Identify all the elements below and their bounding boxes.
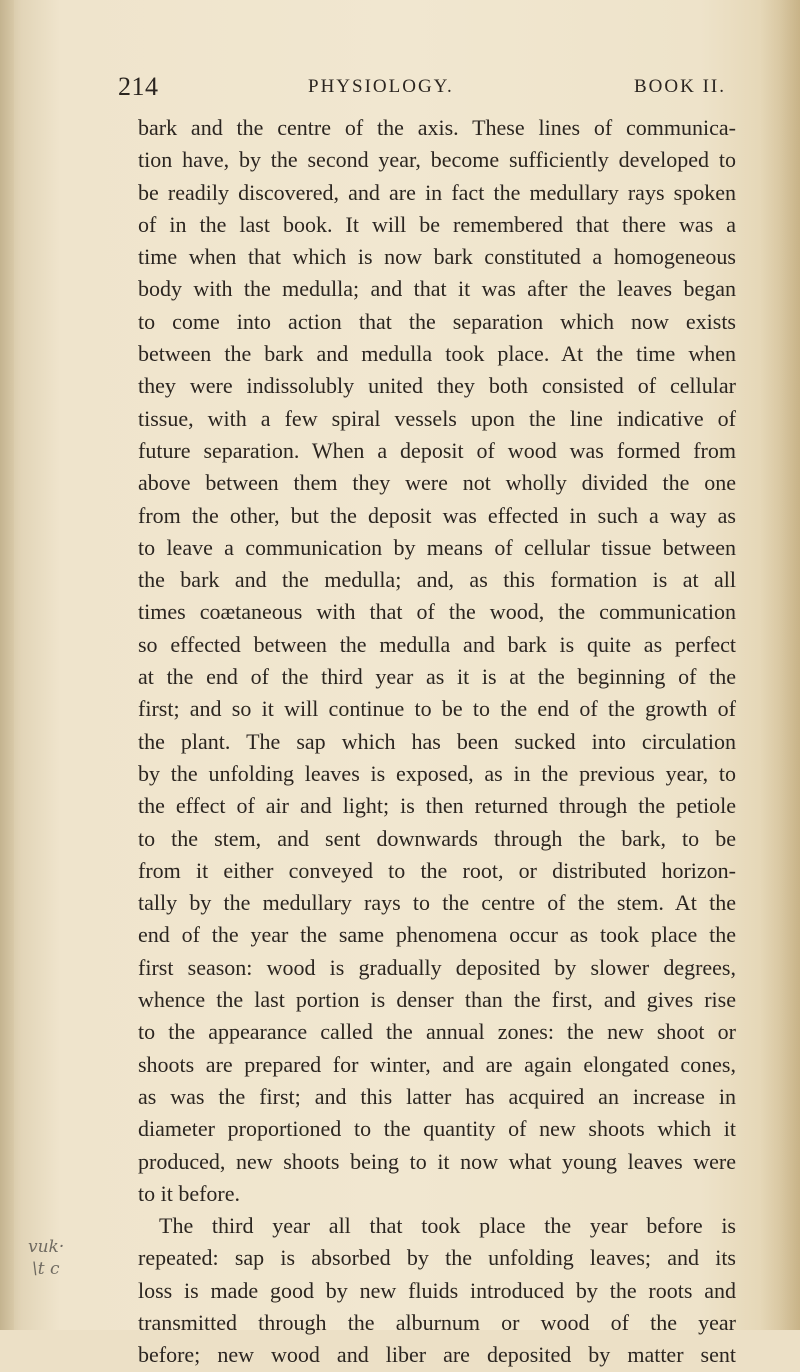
text-line: above between them they were not wholly divided the one [138, 470, 736, 496]
text-line: to come into action that the separation which now exists [138, 308, 736, 334]
text-line: between the bark and medulla took place. At the time when [138, 341, 736, 367]
text-line: diameter proportioned to the quantity of new shoots which it [138, 1116, 736, 1142]
book-reference: BOOK II. [634, 76, 726, 97]
text-line: from the other, but the deposit was effected in such a way as [138, 502, 736, 528]
page-edge-shadow [760, 0, 800, 1330]
text-line: by the unfolding leaves is exposed, as in the previous year, to [138, 760, 736, 786]
text-line: from it either conveyed to the root, or distributed horizon- [138, 857, 736, 883]
text-line: body with the medulla; and that it was after the leaves began [138, 276, 736, 302]
text-line: shoots are prepared for winter, and are again elongated cones, [138, 1051, 736, 1077]
text-line: tion have, by the second year, become sufficiently developed to [138, 147, 736, 173]
text-line: transmitted through the alburnum or wood of the year [138, 1309, 736, 1335]
margin-annotation-line: vuk· [28, 1237, 65, 1257]
text-line: tally by the medullary rays to the centre of the stem. At the [138, 890, 736, 916]
text-line: whence the last portion is denser than the first, and gives rise [138, 987, 736, 1013]
text-line: first; and so it will continue to be to the end of the growth of [138, 696, 736, 722]
text-line: first season: wood is gradually deposited by slower degrees, [138, 954, 736, 980]
section-title: PHYSIOLOGY. [308, 76, 454, 97]
paragraph-first-line: The third year all that took place the year before is [159, 1213, 736, 1239]
text-line: produced, new shoots being to it now what young leaves were [138, 1148, 736, 1174]
running-head [118, 72, 726, 102]
margin-annotation [28, 1236, 98, 1286]
body-text [138, 112, 736, 1372]
text-line: bark and the centre of the axis. These lines of communica- [138, 115, 736, 140]
page-number: 214 [118, 72, 159, 101]
text-line: of in the last book. It will be remembered that there was a [138, 211, 736, 237]
text-line: so effected between the medulla and bark is quite as perfect [138, 631, 736, 657]
text-line: time when that which is now bark constituted a homogeneous [138, 244, 736, 270]
text-line: as was the first; and this latter has acquired an increase in [138, 1083, 736, 1109]
text-line: to it before. [138, 1180, 241, 1206]
text-line: end of the year the same phenomena occur as took place the [138, 922, 736, 948]
binding-gutter [0, 0, 14, 1330]
text-line: to the appearance called the annual zones: the new shoot or [138, 1019, 736, 1045]
text-line: loss is made good by new fluids introduced by the roots and [138, 1277, 736, 1303]
text-line: before; new wood and liber are deposited by matter sent [138, 1342, 736, 1368]
text-line: the effect of air and light; is then returned through the petiole [138, 793, 736, 819]
text-line: repeated: sap is absorbed by the unfolding leaves; and its [138, 1245, 736, 1271]
text-line: to the stem, and sent downwards through the bark, to be [138, 825, 736, 851]
text-line: the plant. The sap which has been sucked into circulation [138, 728, 736, 754]
text-line: the bark and the medulla; and, as this formation is at all [138, 567, 736, 593]
text-line: future separation. When a deposit of wood was formed from [138, 437, 736, 463]
margin-annotation-line: \t c [32, 1259, 60, 1279]
text-line: to leave a communication by means of cellular tissue between [138, 534, 736, 560]
text-line: times coætaneous with that of the wood, the communication [138, 599, 736, 625]
text-line: they were indissolubly united they both consisted of cellular [138, 373, 736, 399]
text-line: be readily discovered, and are in fact the medullary rays spoken [138, 179, 736, 205]
text-line: tissue, with a few spiral vessels upon the line indicative of [138, 405, 736, 431]
text-line: at the end of the third year as it is at the beginning of the [138, 664, 736, 690]
